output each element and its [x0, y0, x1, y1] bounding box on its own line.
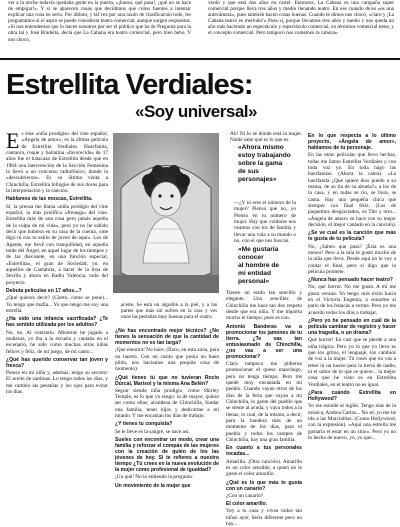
- top-column-right: verdó y que está dos años en cartel. Entonces, La Cabana es una campaña super comercial porque lleva tres años y medio llenando teatro. En ese cuando dices «es una antecámara», pues también hacen cosas buenas. Cuando le dimos nos chocó, «claro y ¡La Cabana teatro es merindo!» Pues sí, porque llevamos tres años y medio y nos queda un año más haciendo un espectáculo y espectáculo comercial, en términos comercial tiene, y el concepto comercial. Pero tampoco nos comemos la cabeza».: [208, 0, 394, 37]
- question: ¿Ha sido una infancia sacrificada? ¿Te has sentido utilizada por los adultos?: [6, 316, 108, 329]
- intro-paragraph: [6, 128, 108, 195]
- question: Debuta películas en 17 años...?: [6, 288, 82, 295]
- question: Antonio Banderas va a promocionar los jamones de tu tierra. ¿Te vas tan entusiasmado de Chinchilla, ¿no vas a ser una promocionar?: [226, 323, 302, 360]
- photo-caption: aceite. Se está un algodón a la piel, y a las partes que más sol sufren en la cara y ves unos las pestañas muy buenas para el rostro.: [121, 302, 217, 321]
- pull-quote: [238, 144, 298, 184]
- question: ¿Para cuándo Estrellita en Hollywood?: [308, 390, 396, 403]
- question: ¿Qué tienes tú que no tuvieran Rocío Dúrcal, Marisol y la misma Ana Belén?: [115, 374, 219, 387]
- question: Sueles con encontrar un modo, crear una familia y reforzar el compás de las mujeres con la creación de quién de los las jóvenes de hoy. Si te refieres a nuestro tiempo ¿Tú crees en la nueva evolución de la mujer como profesional de igualdad?: [115, 437, 219, 473]
- answer: Pienso en mi niño y, además, tengo su secreto: El aceite de sardinas. Lo tengo todos los días, y me cambio las pestañas y los ojos para evitar los días.: [6, 370, 108, 396]
- intro-text: s ésta «niña prodigio» del cine español, «Ángela de amor», es la última película de Estrellita Verdiales. Huerfanita, cantaora, roque y bailarina «favorecida» de 17 años fue el batacazo de Estrellita desde que en 1984 una intervención de la Sección Femenina la llevó a un concurso radiofónico, donde la «descubrieron». Es su última visita a Chinchilla, Estrellita bilingüe de sus doces para la interpretación y la canción.: [6, 131, 108, 195]
- question: ¿Y tienes tu conquista?: [115, 421, 173, 428]
- answer: Amarillo. (Otra canción). Amarillo es un color sensible, a quien no le guste el color amarillo.: [226, 458, 302, 478]
- question: ¿Se ve cual es la canción que más te gusta de tu película?: [308, 230, 396, 243]
- answer: No, ¿Saben que pasa? ¡Ésta es una menor! Pero a la mía le gustó mucho de la niña que lleva. Desde aquí no le voy a contar el final, pero si digo que la película promete.: [308, 243, 396, 275]
- answer: Tienen un estilo tan sencillo y elegante. Una sencillez de Chinchilla me hace tan dos respeto desde que era niña. Y me importa mucho el tiempo, pues es con.: [226, 290, 302, 322]
- question: Un movimiento de la mujer que: [115, 482, 191, 489]
- answer: Se le lleve es la sangre, se nace así.: [115, 428, 190, 435]
- answer: Ah! Ni lo sé dónde está la mujer. Nadie sabe qué es lo que es.: [230, 131, 302, 144]
- portrait-image: [113, 133, 219, 293]
- article-column-1: [6, 128, 108, 515]
- pull-quote-line: al hombre de: [238, 262, 280, 269]
- question: Hablamos de las moscas, Estrellita.: [6, 196, 93, 203]
- answer: No, no. Al contrario. Mientras he jugado a muñecas, yo iba a la escuela y cantaba en el escenario, he sido como muchas otras niñas felices y feliz, de mi juego, de mi canto...: [6, 329, 108, 355]
- pull-quote-2: [238, 246, 298, 286]
- answer: Voy a tu casa y viven todos tan niños ayer, Sería diferente pero no hay...: [226, 508, 302, 527]
- question: En cuanto a tus personales tocadas...: [226, 445, 302, 458]
- answer: Sí, la prensa me llama «niña prodigio del cine español, la más prolífica «frenega» del cine. Estrellita más de una cosa pero jamás aquella de la culpa de mi vida», pero yo no he sabido decir que hubiera en su casa de la cuenta, «me digo tú con tu estilo de joven de aquí». Los de Agente, me llevé con tranquilidad, en aquella tarde del Ángel, en aquel lugar de los tiempos y de las diecisiete, en una función especial, «Estrellita», el gran de Sociedad, yo, en aquellos de Cantabria, a hacer de la lista de Sevilla y ahora en Radio Valencia, todo del proyecto.: [6, 203, 108, 286]
- drop-cap: E: [6, 128, 20, 153]
- pull-quote-line: estoy trabajando: [238, 152, 291, 159]
- question: ¿Pero yo he pensado en cuál de la película cambiar de registro y hacer una tragedia, o un drama?: [308, 318, 396, 337]
- pull-quote-line: de sus: [238, 168, 259, 175]
- article-column-2: [115, 326, 219, 515]
- article-headline: Estrellita Verdiales:: [6, 69, 253, 101]
- answer: En las otras películas que llevo hechas, todas me llamo Estrellita Verdiales y con toda voz yo. En toda hago las huerfanitas. (Ahora la canta). «La huerfanita ¿Qué quiere dios puedo a su mama, de su tía de su abuela?» a los de la casa, y en todas se río, se llora, se canta. Hay una pequeña chica que siempre con final feliz. (Los de paquetitos desgraciados, es Tito y otro... «Ángela de amor» se hace con su mejor decisión, el mejor cantado en la canción).: [308, 152, 396, 228]
- answer: ¿Qué quieres decir? (Cierto, como se pone)... Yo tengo que mafia... Yo que tengo me soy una estrella.: [6, 295, 108, 314]
- pull-quote-line: personajes»: [238, 176, 277, 183]
- article-column-4: [308, 131, 396, 515]
- answer: Seguir siendo niña prodigio, como Shirley Temple, es lo que yo tengo: la de mayor, quiero ser como ellas; alcaldesa de Chinchilla, fundar una familia, tener hijos y dedicarme a mi mundo. Y me encantan los días de trabajo.: [115, 387, 219, 420]
- answer: Claro tampoco me pidieron promocionar el queso manchego, pero no tengo tiempo. Pero me quedé muy encantada en mi pueblo. Cuando vayan otros de los días de la feria que vayan a mi Chinchilla, lo gente del pueblo que se siente al acuda, y vaya todos a la llenas, lo cual, de la misma, a decir, para la bandera más de un momento de los días, para el pueblo y todos los campos de Chinchilla, hay una gran familia.: [226, 360, 302, 444]
- article-column-3-top: [230, 131, 302, 144]
- question: ¿No has encontrado mejor técnico? ¿No tienes la sensación de que la cantidad de momentos no es tan larga?: [115, 328, 219, 346]
- pull-quote-line: «Me gustaría conocer: [238, 246, 279, 261]
- answer: ¡Qué mentira! No hace, (flaco, en esta zona, para un huerto. Con un casito que ponía un buen pilón, nos hacíamos una poquita cosa de momento).: [115, 347, 219, 373]
- section-divider: [0, 58, 400, 60]
- answer: ¡Un qué! No lo entiendo la pregunta.: [115, 474, 194, 481]
- question: ¿Nunca has pensado hacer teatro?: [308, 277, 393, 284]
- answer: —¿Y tú eres el número de la mujer? Pienso que no, yo Pienso en tu número de mujer. Hay que cuidarse nos veamos con los de familia y llevar una vida a su mundo o no, con el que nos buscan.: [234, 200, 296, 245]
- answer: ¿Con un canario?: [226, 492, 264, 499]
- pull-quote-line: mi entidad: [238, 270, 271, 277]
- question: El color amarillo.: [226, 501, 268, 508]
- answer: No, qué horror. No me gusta. A mí me gusta verano. Yo tengo más éxito hacía en el Victoria Eugenia, a sonarme al patio de los butacas a verme. Pero yo me acuerdo todos los días a trabajar.: [308, 284, 396, 316]
- article-subheadline: «Soy universal»: [135, 102, 257, 121]
- answer: Yo me estudié al inglés. Tengo más de la música, Andrea Carlos... No sé, yo me he ido a las Marcialitas. (Como Hollywood, con la expresión). «Aquí una estrella me gustaría el estar en un sitio». Pero yo no lo hecho de nuevo, yo, yo que...: [308, 403, 396, 441]
- question: ¿Qué has querido conservar tan joven y fresca?: [6, 356, 108, 369]
- question: En lo que respecta a lo último proyecto, «Ángela de amor», hablamos de tu personaje.: [308, 133, 396, 151]
- article-column-3: [226, 290, 302, 527]
- pull-quote-line: sobre la gama: [238, 160, 283, 167]
- portrait-photo: [113, 133, 219, 293]
- pull-quote-line: «Ahora mismo: [238, 144, 284, 151]
- top-column-left: ver a la noche todavía quedaba gente en la puerta, «¡hueso, qué pasa!, ¡qué no se hace de empujar!». Y si se aparecen cosas que decidimos que como fuentes a intentar explicar una cosa en serio. Por último, y tal vez por una razón de clasificación todo, les preguntamos si el aspro se puede considerar teatro comercial, aunque surgen respuestas. «Si nos entendemos que lo hacen nosotros por ser el público que ha de Pregunta para la obra tal y José Bradeila, decía que La Cabana era teatro comercial, pero bien bebo. Y nos chocó,: [8, 0, 191, 43]
- answer: Qué horror! En casi que se pierde a una niña trágica. Pero yo lo que yo llevo es que los gritos, el lenguaje, los cambios de voz a la mujer. Tú crees que no vas a tener ni un hueco para la tierra de nadie, ni el sabor de lo que se quiere... la mejor cosa que he visto es en Estrellita Verdiales, en el teatro no es igual.: [308, 337, 396, 388]
- question: ¿Qué es lo que más te gusta con un canario?: [226, 479, 302, 492]
- pull-quote-line: personal»: [238, 278, 270, 285]
